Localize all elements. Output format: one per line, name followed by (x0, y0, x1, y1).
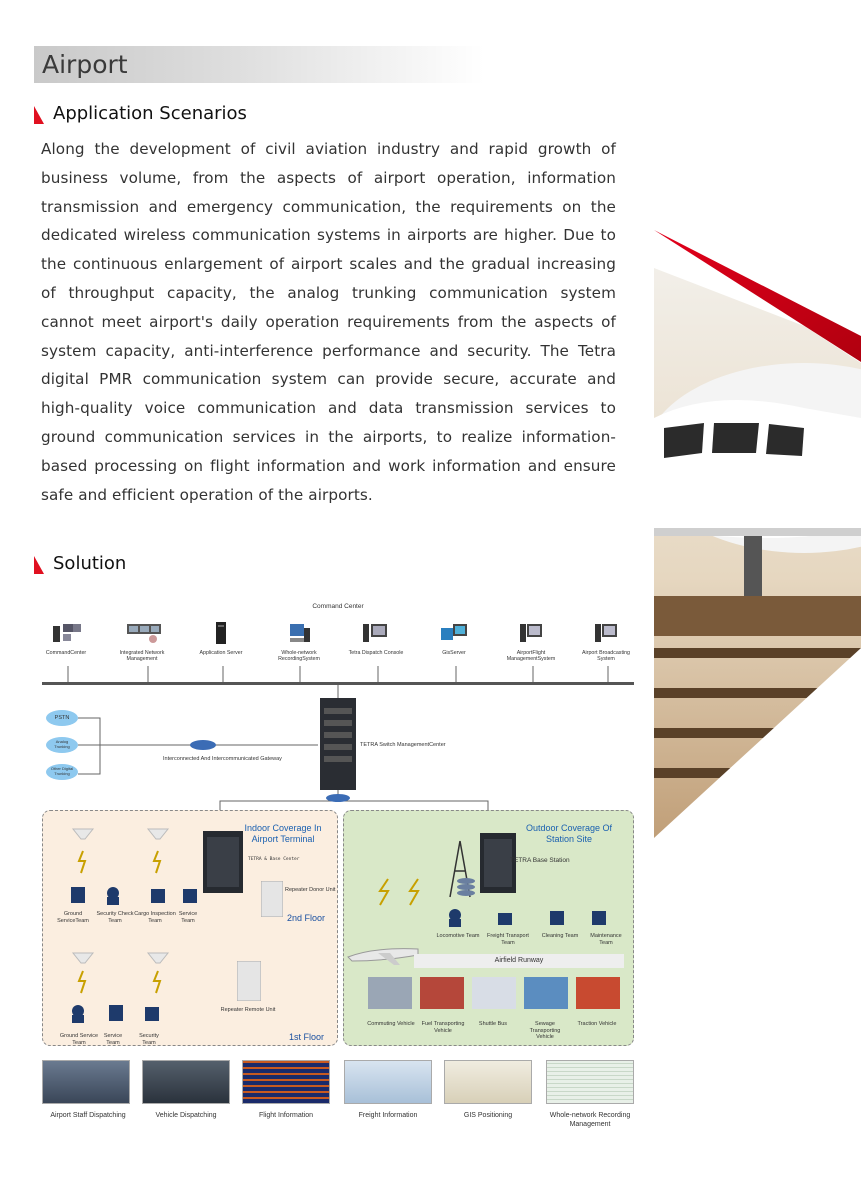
switch-cabinet-icon (320, 698, 356, 790)
command-center-label: Command Center (312, 603, 364, 610)
antenna-icons (63, 821, 203, 881)
outdoor-coverage-zone: Outdoor Coverage Of Station Site TETRA Base Station Locomotive Team Freight Transport Team Cleaning Team Maintenance Team Airfield Runway Commuting Vehicle Fuel Transporting Vehicle Shuttle Bus Sewage Transporting Vehicle Traction Vehicle (343, 810, 634, 1046)
red-flag-icon (34, 106, 44, 124)
repeater-icon (237, 961, 261, 1001)
thumb-vehicle-dispatching (142, 1060, 230, 1104)
team-icons-2f (63, 885, 213, 907)
page-title-bar (34, 46, 484, 83)
thumb-flight-information (242, 1060, 330, 1104)
router-icon (324, 792, 352, 804)
thumb-gis-positioning (444, 1060, 532, 1104)
cc-item-network-management: Integrated Network Management (111, 620, 173, 662)
thumb-staff-dispatching (42, 1060, 130, 1104)
antenna-icons (63, 945, 203, 995)
signal-bolt-icons (374, 877, 434, 907)
cc-item-command: CommandCenter (35, 620, 97, 656)
base-station-cabinet-icon (203, 831, 243, 893)
cc-item-broadcasting: Airport Broadcasting System (575, 620, 637, 662)
team-icons-outdoor (440, 907, 610, 929)
airplane-icon (344, 939, 424, 969)
page-title: Airport (42, 50, 128, 79)
cc-item-dispatch-console: Tetra Dispatch Console (345, 620, 407, 656)
airplane-photo (654, 228, 861, 888)
solution-diagram: Command Center CommandCenter Integrated Network Management Application Server Whole-network RecordingSystem Tetra Dispatch Console GisServer AirportFlight ManagementSystem Airport Broadcasting System PSTN Analog Trunking Other Digital Trunking Interconnected And Intercommunicated Gateway TETRA Switch ManagementCenter Indoor Coverage In Airport Terminal TETRA & Base Center Repeater Donor Unit 2nd Floor Ground ServiceTeam Security Check Team Cargo Inspection Team Service Team Repeater Remote Unit Ground Service Team Service Team Security Team 1st Floor Outdoor Coverage Of Station Site TETRA Base Station Locomotive Team Freight Transport Team Cleaning Team Maintenance Team Airfield Runway Commuting Vehicle Fuel Transporting Vehicle Shuttle Bus Sewage Transporting Vehicle Traction Vehicle Airport Staff Dispatching Vehicle Dispatching Flight Information Freight Information GIS Positioning Whole-network Recording Management (38, 598, 638, 1138)
cc-item-recording: Whole-network RecordingSystem (268, 620, 330, 662)
tower-and-base-station-icon (444, 831, 524, 901)
thumb-freight-information (344, 1060, 432, 1104)
cc-item-gis-server: GisServer (423, 620, 485, 656)
red-flag-icon (34, 556, 44, 574)
vehicle-photos (368, 977, 628, 1011)
cc-item-flight-management: AirportFlight ManagementSystem (500, 620, 562, 662)
scenario-paragraph: Along the development of civil aviation industry and rapid growth of business volume, from the aspects of airport operation, information transmission and emergency communication, the requirements on the dedicated wireless communication systems in airports are higher. Due to the continuous enlargement of airport scales and the gradual increasing of throughput capacity, the analog trunking communication system cannot meet airport's daily operation requirements from the aspects of system capacity, anti-interference performance and security. The Tetra digital PMR communication system can provide secure, accurate and high-quality voice communication and data transmission services to ground communication services in the airports, to realize information-based processing on flight information and work information and ensure safe and efficient operation of the airports. (41, 140, 616, 504)
indoor-coverage-zone: Indoor Coverage In Airport Terminal TETRA & Base Center Repeater Donor Unit 2nd Floor Ground ServiceTeam Security Check Team Cargo Inspection Team Service Team Repeater Remote Unit Ground Service Team Service Team Security Team 1st Floor (42, 810, 338, 1046)
router-icon (188, 738, 218, 752)
repeater-icon (261, 881, 283, 917)
team-icons-1f (63, 1003, 173, 1025)
airfield-runway: Airfield Runway (414, 954, 624, 968)
thumb-recording-management (546, 1060, 634, 1104)
cc-item-app-server: Application Server (190, 620, 252, 656)
